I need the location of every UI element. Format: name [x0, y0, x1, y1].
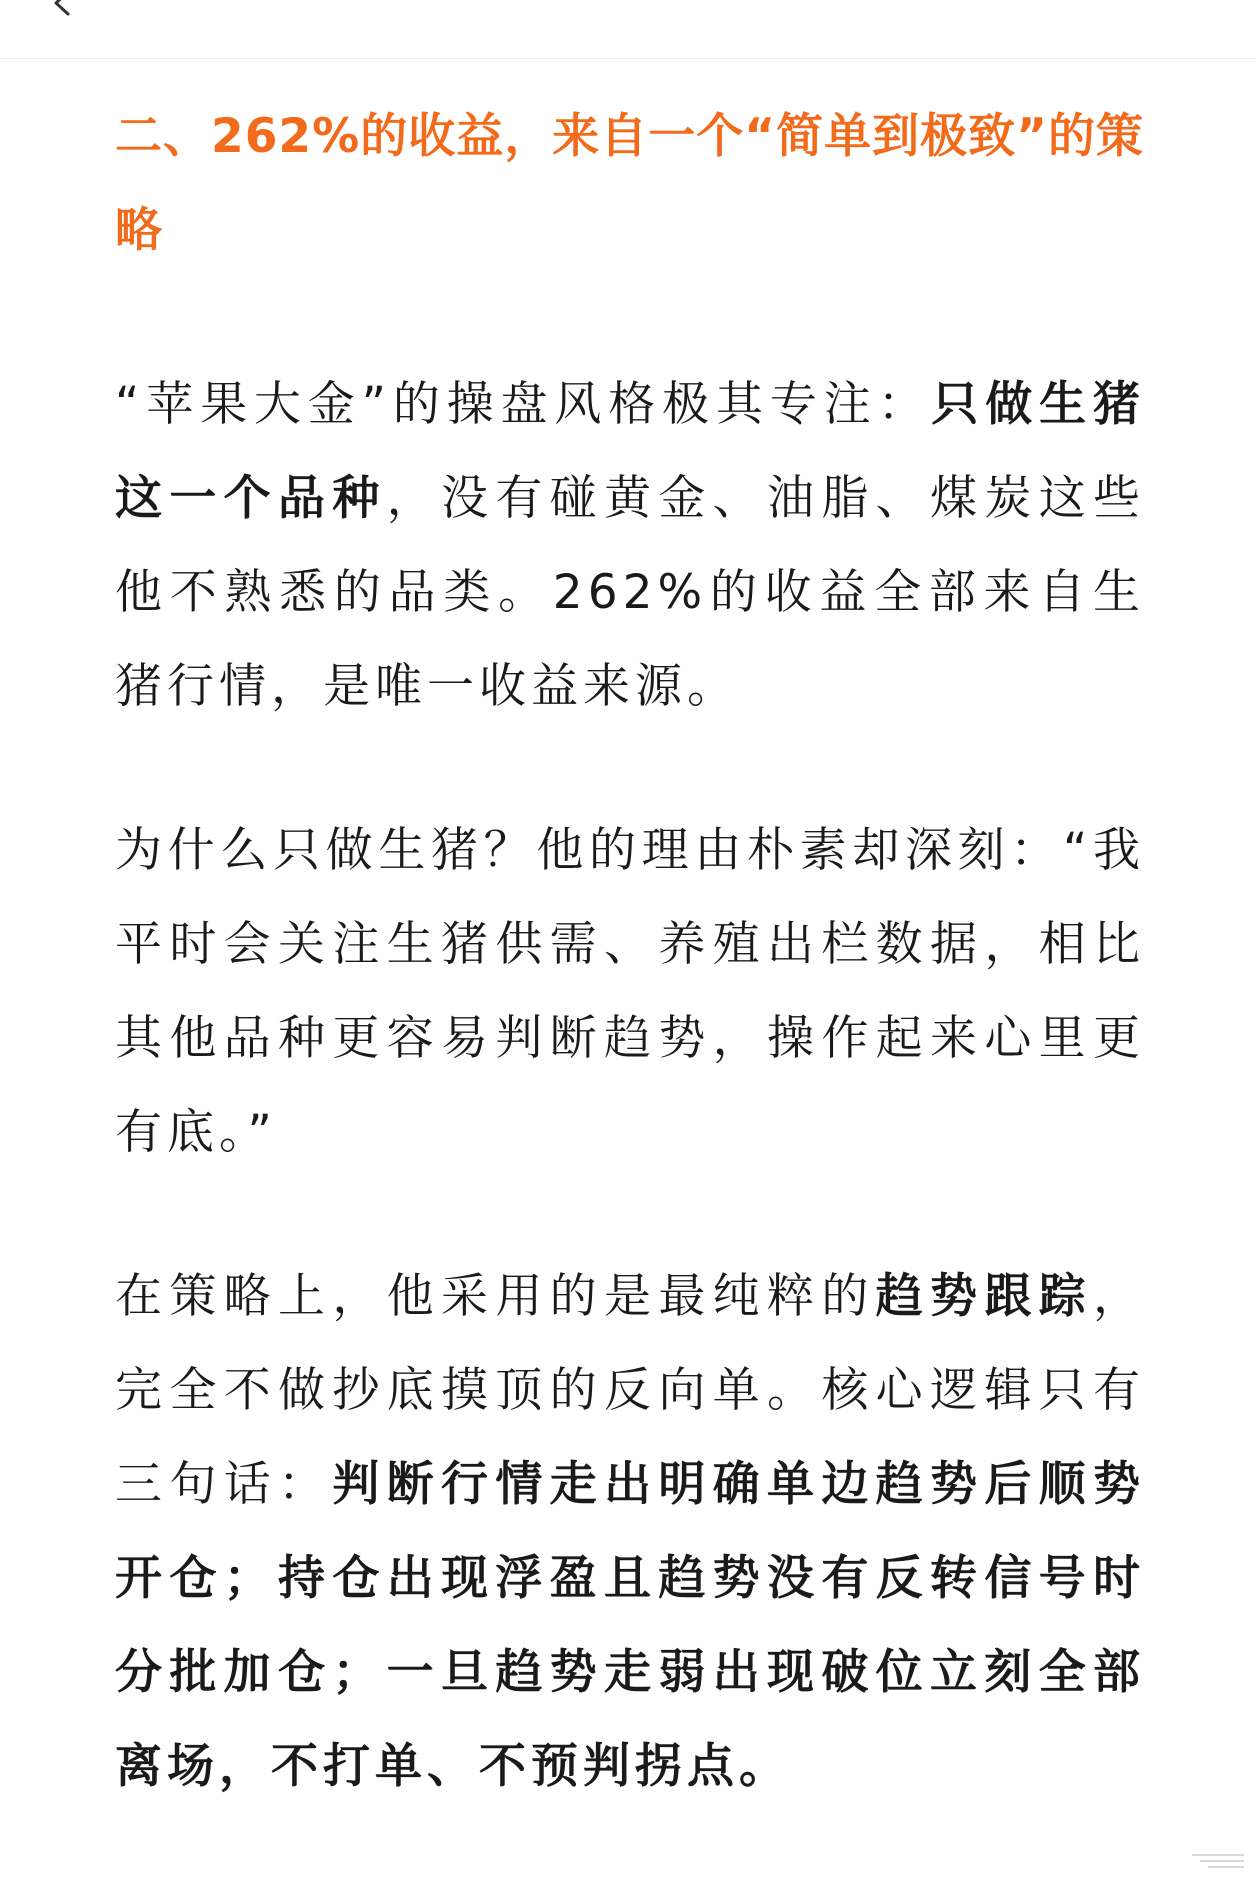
text-run: 为什么只做生猪？他的理由朴素却深刻：“我平时会关注生猪供需、养殖出栏数据，相比其他品种更容易判断趋势，操作起来心里更有底。”: [115, 823, 1145, 1160]
section-heading: 二、262%的收益，来自一个“简单到极致”的策略: [115, 109, 1144, 258]
watermark-lines-icon: [1188, 1851, 1248, 1873]
text-run: 在策略上，他采用的是最纯粹的: [115, 1269, 876, 1324]
chevron-left-icon[interactable]: [50, 0, 76, 16]
bold-text-run: 只做生猪这一个品种: [115, 377, 1145, 526]
top-bar: [0, 0, 1256, 59]
paragraph-1: [115, 358, 1145, 734]
text-run: ，没有碰黄金、油脂、煤炭这些他不熟悉的品类。262%的收益全部来自生猪行情，是唯一收益来源。: [115, 471, 1146, 714]
article-body: [115, 90, 1145, 1814]
bold-text-run: 趋势跟踪: [875, 1269, 1094, 1324]
text-run: “苹果大金”的操盘风格极其专注：: [115, 377, 932, 432]
bold-text-run: 判断行情走出明确单边趋势后顺势开仓；持仓出现浮盈且趋势没有反转信号时分批加仓；一旦趋势走弱出现破位立刻全部离场，不打单、不预判拐点。: [115, 1457, 1146, 1794]
paragraph-3: [115, 1250, 1145, 1814]
paragraph-2: [115, 804, 1145, 1180]
text-run: ，完全不做抄底摸顶的反向单。核心逻辑只有三句话：: [115, 1269, 1146, 1512]
